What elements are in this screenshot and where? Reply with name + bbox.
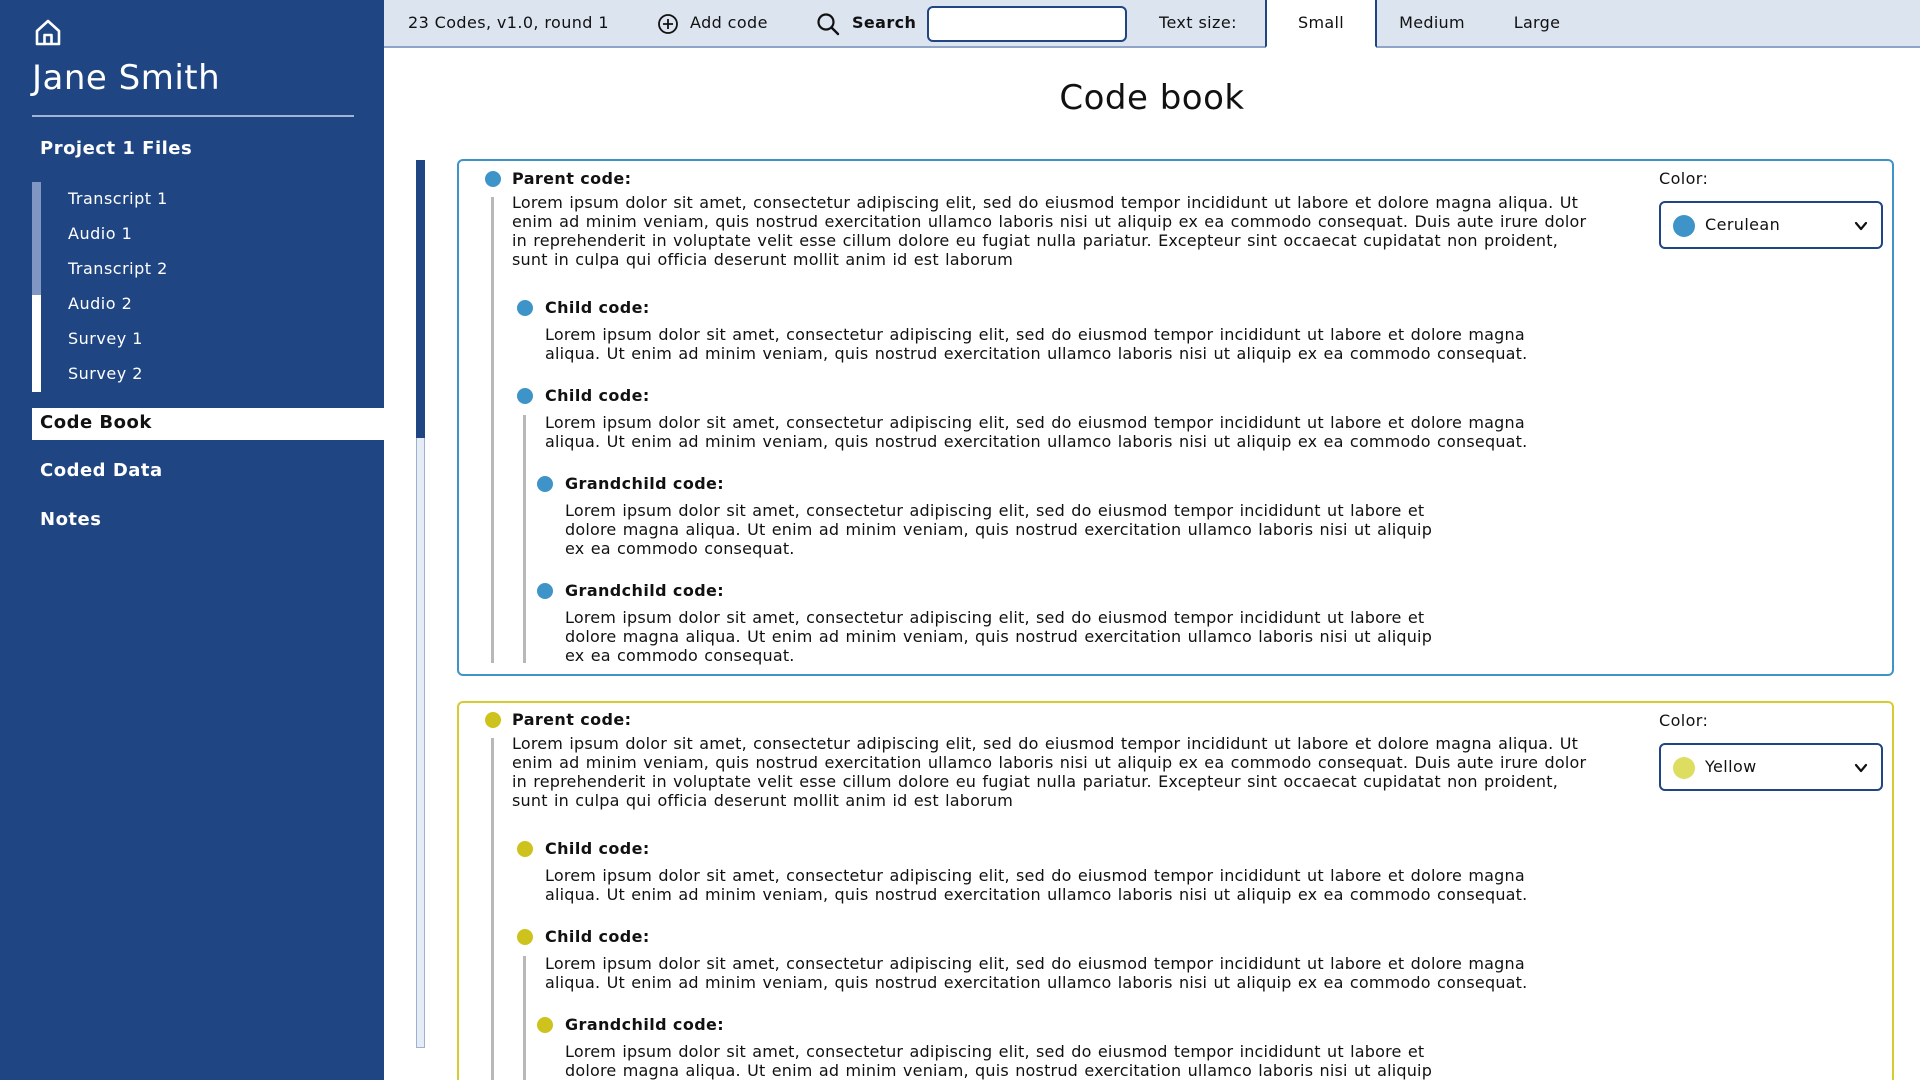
color-select[interactable]: [1659, 201, 1883, 249]
text-line: sunt in culpa qui officia deserunt mollit anim id est laborum: [512, 250, 1013, 269]
file-item-audio-2[interactable]: Audio 2: [68, 294, 133, 313]
color-select[interactable]: [1659, 743, 1883, 791]
text-line: aliqua. Ut enim ad minim veniam, quis nostrud exercitation ullamco laboris nisi ut aliquip ex ea commodo consequat.: [545, 432, 1528, 451]
file-item-survey-1[interactable]: Survey 1: [68, 329, 143, 348]
text-line: in reprehenderit in voluptate velit esse cillum dolore eu fugiat nulla pariatur. Excepteur sint occaecat cupidatat non proident,: [512, 231, 1558, 250]
parent-code-card: [457, 159, 1894, 676]
grandchild-code-description: [565, 501, 1565, 558]
file-item-transcript-2[interactable]: Transcript 2: [68, 259, 168, 278]
nav-item-notes[interactable]: Notes: [40, 509, 102, 530]
child-code-label: Child code:: [545, 927, 650, 946]
color-swatch: [1673, 215, 1695, 237]
text-line: dolore magna aliqua. Ut enim ad minim veniam, quis nostrud exercitation ullamco laboris nisi ut aliquip: [565, 520, 1433, 539]
text-line: Lorem ipsum dolor sit amet, consectetur adipiscing elit, sed do eiusmod tempor incididunt ut labore et dolore magna aliqua. Ut: [512, 734, 1579, 753]
add-code-button[interactable]: Add code: [690, 13, 768, 32]
child-code-description: [545, 866, 1645, 904]
search-icon: [816, 12, 840, 36]
grandchild-code-description: [565, 608, 1565, 665]
text-line: Lorem ipsum dolor sit amet, consectetur adipiscing elit, sed do eiusmod tempor incididunt ut labore et dolore magna: [545, 413, 1525, 432]
text-line: Lorem ipsum dolor sit amet, consectetur adipiscing elit, sed do eiusmod tempor incididunt ut labore et dolore magna aliqua. Ut: [512, 193, 1579, 212]
text-line: dolore magna aliqua. Ut enim ad minim veniam, quis nostrud exercitation ullamco laboris nisi ut aliquip: [565, 1061, 1433, 1080]
code-color-dot: [517, 929, 533, 945]
nav-item-coded-data[interactable]: Coded Data: [40, 460, 163, 481]
chevron-down-icon: [1853, 761, 1869, 775]
text-line: Lorem ipsum dolor sit amet, consectetur adipiscing elit, sed do eiusmod tempor incididunt ut labore et dolore magna: [545, 866, 1525, 885]
text-line: Lorem ipsum dolor sit amet, consectetur adipiscing elit, sed do eiusmod tempor incididunt ut labore et dolore magna: [545, 954, 1525, 973]
text-line: Lorem ipsum dolor sit amet, consectetur adipiscing elit, sed do eiusmod tempor incididunt ut labore et: [565, 501, 1425, 520]
parent-code-card: [457, 701, 1894, 1080]
code-color-dot: [537, 1017, 553, 1033]
color-select-value: Cerulean: [1705, 215, 1781, 234]
text-line: dolore magna aliqua. Ut enim ad minim veniam, quis nostrud exercitation ullamco laboris nisi ut aliquip: [565, 627, 1433, 646]
child-code-label: Child code:: [545, 298, 650, 317]
text-line: in reprehenderit in voluptate velit esse cillum dolore eu fugiat nulla pariatur. Excepteur sint occaecat cupidatat non proident,: [512, 772, 1558, 791]
parent-code-description: [512, 193, 1662, 269]
file-item-audio-1[interactable]: Audio 1: [68, 224, 133, 243]
text-size-large-button[interactable]: Large: [1513, 13, 1561, 32]
code-color-dot: [485, 712, 501, 728]
text-size-small-button[interactable]: Small: [1265, 0, 1377, 48]
project-files-heading[interactable]: Project 1 Files: [40, 138, 193, 159]
text-line: aliqua. Ut enim ad minim veniam, quis nostrud exercitation ullamco laboris nisi ut aliquip ex ea commodo consequat.: [545, 344, 1528, 363]
add-icon[interactable]: [657, 13, 679, 35]
text-line: ex ea commodo consequat.: [565, 646, 795, 665]
code-color-dot: [517, 300, 533, 316]
text-line: enim ad minim veniam, quis nostrud exercitation ullamco laboris nisi ut aliquip ex ea commodo consequat. Duis aute irure dolor: [512, 753, 1587, 772]
grandchild-code-label: Grandchild code:: [565, 474, 725, 493]
nav-item-label: Code Book: [40, 412, 152, 433]
text-line: sunt in culpa qui officia deserunt mollit anim id est laborum: [512, 791, 1013, 810]
home-icon[interactable]: [32, 16, 64, 48]
text-line: Lorem ipsum dolor sit amet, consectetur adipiscing elit, sed do eiusmod tempor incididunt ut labore et dolore magna: [545, 325, 1525, 344]
child-code-description: [545, 325, 1645, 363]
text-line: Lorem ipsum dolor sit amet, consectetur adipiscing elit, sed do eiusmod tempor incididunt ut labore et: [565, 608, 1425, 627]
hierarchy-guide: [523, 956, 526, 1080]
file-list-rail-fill: [32, 182, 41, 295]
text-size-medium-button[interactable]: Medium: [1399, 13, 1465, 32]
hierarchy-guide: [523, 415, 526, 663]
page-title: Code book: [1059, 78, 1245, 118]
child-code-description: [545, 954, 1645, 992]
file-item-transcript-1[interactable]: Transcript 1: [68, 189, 168, 208]
code-color-dot: [517, 841, 533, 857]
code-color-dot: [537, 476, 553, 492]
chevron-down-icon: [1853, 219, 1869, 233]
text-line: aliqua. Ut enim ad minim veniam, quis nostrud exercitation ullamco laboris nisi ut aliquip ex ea commodo consequat.: [545, 885, 1528, 904]
parent-code-description: [512, 734, 1662, 810]
nav-item-code-book[interactable]: [32, 408, 384, 440]
text-line: Lorem ipsum dolor sit amet, consectetur adipiscing elit, sed do eiusmod tempor incididunt ut labore et: [565, 1042, 1425, 1061]
text-line: enim ad minim veniam, quis nostrud exercitation ullamco laboris nisi ut aliquip ex ea commodo consequat. Duis aute irure dolor: [512, 212, 1587, 231]
child-code-label: Child code:: [545, 386, 650, 405]
child-code-description: [545, 413, 1645, 451]
sidebar: [0, 0, 384, 1080]
color-label: Color:: [1659, 711, 1709, 730]
scrollbar-thumb[interactable]: [416, 160, 425, 438]
file-item-survey-2[interactable]: Survey 2: [68, 364, 143, 383]
text-size-label: Text size:: [1159, 13, 1237, 32]
grandchild-code-label: Grandchild code:: [565, 581, 725, 600]
child-code-label: Child code:: [545, 839, 650, 858]
text-line: aliqua. Ut enim ad minim veniam, quis nostrud exercitation ullamco laboris nisi ut aliquip ex ea commodo consequat.: [545, 973, 1528, 992]
text-line: ex ea commodo consequat.: [565, 539, 795, 558]
divider: [32, 115, 354, 117]
parent-code-label: Parent code:: [512, 710, 632, 729]
color-swatch: [1673, 757, 1695, 779]
file-list-rail: [32, 182, 41, 392]
hierarchy-guide: [491, 738, 494, 1080]
search-input[interactable]: [927, 6, 1127, 42]
search-label: Search: [852, 13, 917, 32]
parent-code-label: Parent code:: [512, 169, 632, 188]
hierarchy-guide: [491, 197, 494, 663]
user-name: Jane Smith: [32, 58, 221, 98]
grandchild-code-description: [565, 1042, 1565, 1080]
code-color-dot: [485, 171, 501, 187]
color-select-value: Yellow: [1705, 757, 1757, 776]
grandchild-code-label: Grandchild code:: [565, 1015, 725, 1034]
toolbar: [384, 0, 1920, 48]
code-color-dot: [537, 583, 553, 599]
color-label: Color:: [1659, 169, 1709, 188]
codebook-summary: 23 Codes, v1.0, round 1: [408, 13, 609, 32]
code-color-dot: [517, 388, 533, 404]
